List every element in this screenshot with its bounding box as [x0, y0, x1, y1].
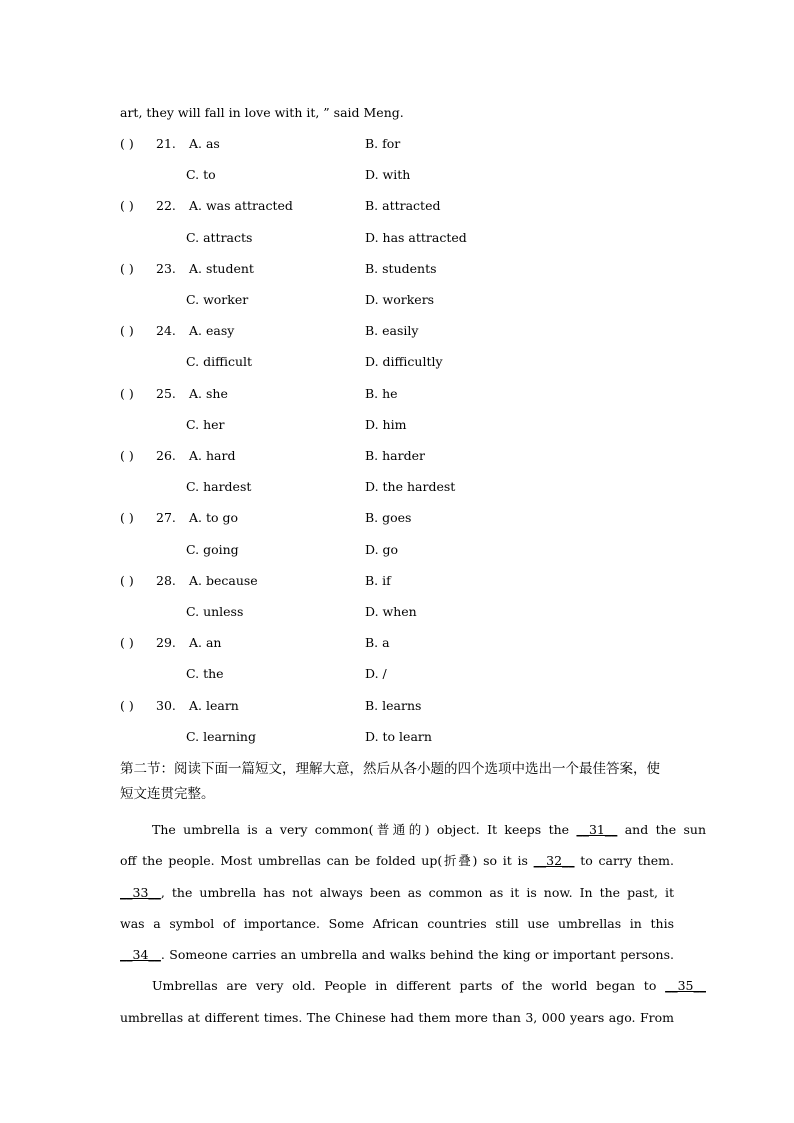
option-b: B. goes [365, 510, 412, 526]
option-c: C. to [186, 167, 216, 183]
answer-bracket[interactable]: ( ) [120, 448, 134, 463]
question-row [120, 448, 680, 464]
option-a: A. an [189, 635, 222, 651]
question-number: 22. [156, 198, 176, 214]
question-row [120, 635, 680, 651]
answer-bracket[interactable]: ( ) [120, 635, 134, 651]
question-number: 25. [156, 385, 176, 401]
passage-text: . Someone carries an umbrella and walks behind the king or important persons. [160, 947, 674, 962]
question-row [120, 510, 680, 526]
option-a: A. easy [189, 323, 235, 339]
option-d: D. / [365, 666, 387, 682]
option-a: A. because [189, 572, 258, 588]
question-row [120, 323, 680, 339]
passage-line-6 [120, 970, 706, 1001]
answer-bracket[interactable]: ( ) [120, 323, 134, 339]
answer-bracket[interactable]: ( ) [120, 260, 134, 276]
passage-text: , the umbrella has not always been as common as it is now. In the past, it [160, 885, 674, 900]
passage-line-5 [120, 939, 674, 970]
passage-text: Umbrellas are very old. People in different parts of the world began to [152, 978, 666, 993]
question-options-row [120, 230, 680, 246]
option-c: C. hardest [186, 479, 252, 495]
question-options-row [120, 729, 680, 745]
passage-text: off the people. Most umbrellas can be folded up(折叠) so it is [120, 853, 534, 868]
option-c: C. the [186, 666, 224, 682]
passage-line-1 [120, 814, 706, 845]
question-options-row [120, 167, 680, 183]
blank-34[interactable]: __34__ [120, 947, 161, 962]
option-d: D. workers [365, 292, 435, 307]
option-c: C. learning [186, 728, 256, 744]
option-b: B. if [365, 572, 391, 588]
option-d: D. difficultly [365, 354, 443, 370]
question-number: 28. [156, 572, 176, 588]
passage-line-3 [120, 877, 674, 908]
option-d: D. him [365, 416, 407, 432]
option-a: A. as [189, 136, 220, 151]
option-a: A. student [189, 260, 254, 276]
question-options-row [120, 542, 680, 558]
question-number: 27. [156, 510, 176, 526]
option-a: A. hard [189, 448, 236, 463]
option-a: A. she [189, 385, 228, 401]
question-row [120, 386, 680, 402]
option-c: C. difficult [186, 354, 253, 370]
question-row [120, 136, 680, 152]
option-b: B. students [365, 260, 437, 276]
question-options-row [120, 666, 680, 682]
question-row [120, 573, 680, 589]
passage-text: The umbrella is a very common(普通的) object. It keeps the [152, 822, 577, 837]
question-number: 29. [156, 635, 176, 651]
question-number: 23. [156, 260, 176, 276]
option-d: D. when [365, 604, 417, 619]
option-b: B. attracted [365, 198, 441, 214]
option-d: D. with [365, 167, 411, 183]
question-options-row [120, 479, 680, 495]
option-d: D. go [365, 541, 399, 557]
option-c: C. worker [186, 292, 249, 307]
blank-35[interactable]: __35__ [665, 978, 706, 993]
option-d: D. has attracted [365, 229, 467, 245]
answer-bracket[interactable]: ( ) [120, 385, 134, 401]
option-b: B. learns [365, 697, 422, 713]
option-c: C. going [186, 541, 239, 557]
passage-line-2 [120, 845, 674, 876]
section-instruction [120, 757, 680, 807]
passage-line-7: umbrellas at different times. The Chinese had them more than 3, 000 years ago. From [120, 1010, 674, 1025]
option-a: A. learn [189, 697, 239, 713]
option-c: C. her [186, 416, 225, 432]
option-d: D. to learn [365, 728, 432, 744]
question-options-row [120, 604, 680, 620]
answer-bracket[interactable]: ( ) [120, 572, 134, 588]
option-c: C. unless [186, 604, 244, 619]
blank-33[interactable]: __33__ [120, 885, 161, 900]
section-instruction-line-1: 第二节：阅读下面一篇短文，理解大意，然后从各小题的四个选项中选出一个最佳答案，使 [120, 761, 660, 777]
question-number: 30. [156, 697, 176, 713]
section-instruction-line-2: 短文连贯完整。 [120, 786, 215, 802]
blank-31[interactable]: __31__ [576, 822, 618, 837]
question-number: 21. [156, 136, 176, 151]
question-row [120, 198, 680, 214]
question-row [120, 261, 680, 277]
question-options-row [120, 354, 680, 370]
answer-bracket[interactable]: ( ) [120, 510, 134, 526]
answer-bracket[interactable]: ( ) [120, 697, 134, 713]
question-options-row [120, 292, 680, 308]
question-number: 26. [156, 448, 176, 463]
option-b: B. he [365, 385, 398, 401]
question-row [120, 698, 680, 714]
option-b: B. for [365, 136, 401, 151]
passage-text: and the sun [617, 822, 706, 837]
question-options-row [120, 417, 680, 433]
intro-line: art, they will fall in love with it, ” said Meng. [120, 105, 404, 120]
answer-bracket[interactable]: ( ) [120, 198, 134, 214]
option-a: A. was attracted [189, 198, 293, 214]
blank-32[interactable]: __32__ [533, 853, 575, 868]
option-c: C. attracts [186, 229, 253, 245]
option-b: B. a [365, 635, 390, 651]
option-b: B. harder [365, 448, 425, 463]
passage-text: to carry them. [574, 853, 675, 868]
option-a: A. to go [189, 510, 239, 526]
option-d: D. the hardest [365, 479, 456, 495]
answer-bracket[interactable]: ( ) [120, 136, 134, 151]
question-number: 24. [156, 323, 176, 339]
passage-line-4: was a symbol of importance. Some African countries still use umbrellas in this [120, 916, 674, 931]
option-b: B. easily [365, 323, 419, 339]
